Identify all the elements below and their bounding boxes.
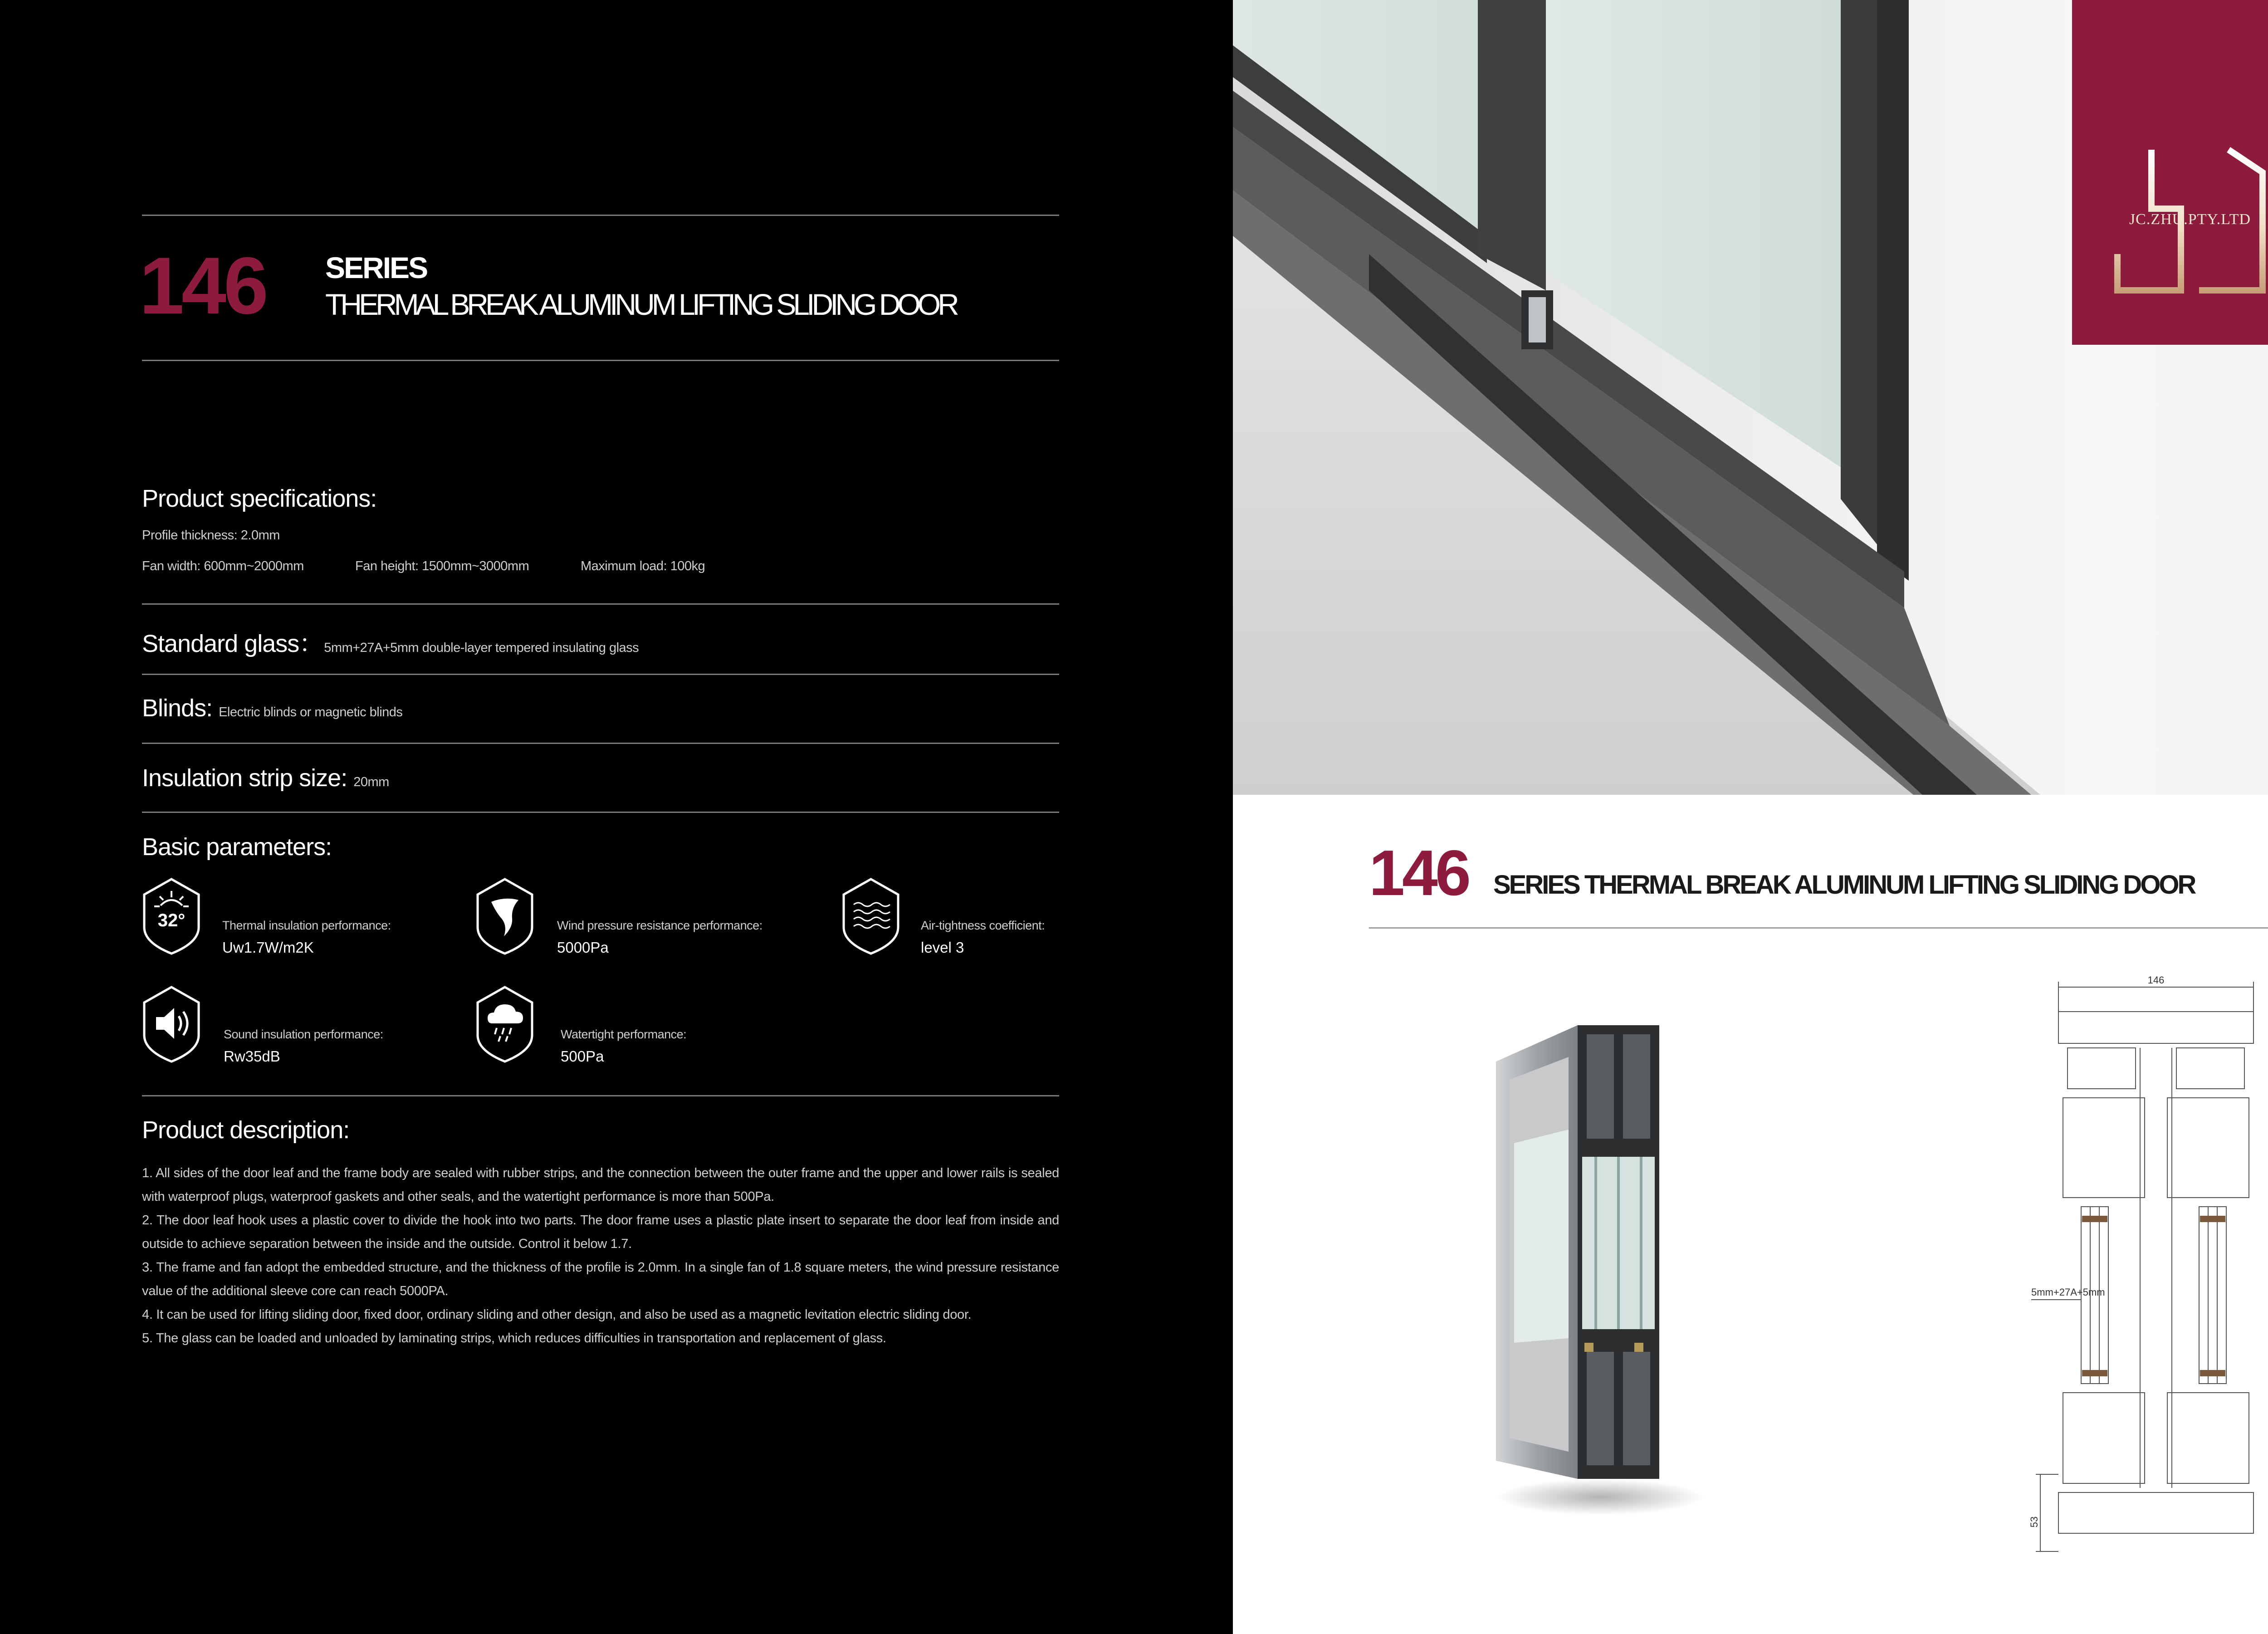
param-value: 5000Pa <box>557 939 609 956</box>
description-item: 2. The door leaf hook uses a plastic cover to divide the hook into two parts. The door frame uses a plastic plate insert to separate the door leaf from inside and outside to achieve separation between the inside and the outside. Control it below 1.7. <box>142 1213 1059 1251</box>
description-body <box>142 1161 1059 1350</box>
divider <box>142 215 1059 216</box>
speaker-sound-icon <box>141 984 202 1064</box>
param-value: 500Pa <box>561 1048 604 1065</box>
standard-glass-row <box>142 624 639 659</box>
dim-glass: 5mm+27A+5mm <box>2031 1287 2105 1298</box>
blinds-row <box>142 694 402 722</box>
blinds-label: Blinds: <box>142 695 213 722</box>
insulation-row <box>142 764 389 792</box>
divider <box>142 360 1059 361</box>
rain-cloud-icon <box>474 984 536 1064</box>
jc-logo-icon <box>2072 0 2268 345</box>
spec-fan-height: Fan height: 1500mm~3000mm <box>355 559 529 573</box>
blinds-value: Electric blinds or magnetic blinds <box>219 705 403 719</box>
divider <box>142 743 1059 744</box>
param-thermal <box>222 919 391 956</box>
params-heading: Basic parameters: <box>142 833 332 861</box>
divider <box>142 674 1059 675</box>
series-number: 146 <box>139 240 266 331</box>
param-label: Watertight performance: <box>561 1027 687 1041</box>
param-value: Rw35dB <box>224 1048 280 1065</box>
description-item: 3. The frame and fan adopt the embedded structure, and the thickness of the profile is 2.0mm. In a single fan of 1.8 square meters, the wind pressure resistance value of the additional sleeve core can reach 5000PA. <box>142 1260 1059 1298</box>
param-label: Air-tightness coefficient: <box>921 919 1045 932</box>
standard-glass-label: Standard glass： <box>142 630 323 657</box>
insulation-value: 20mm <box>353 775 389 789</box>
param-label: Thermal insulation performance: <box>222 919 391 932</box>
spec-profile-thickness: Profile thickness: 2.0mm <box>142 528 280 543</box>
technical-drawing <box>2028 971 2268 1561</box>
description-item: 5. The glass can be loaded and unloaded by laminating strips, which reduces difficulties in transportation and replacement of glass. <box>142 1331 886 1345</box>
wind-icon <box>474 876 536 956</box>
spec-fan-width: Fan width: 600mm~2000mm <box>142 559 304 573</box>
param-watertight <box>561 1027 686 1065</box>
spec-max-load: Maximum load: 100kg <box>581 559 705 573</box>
divider <box>142 812 1059 813</box>
param-label: Wind pressure resistance performance: <box>557 919 763 932</box>
standard-glass-value: 5mm+27A+5mm double-layer tempered insulating glass <box>324 641 639 655</box>
divider <box>142 1095 1059 1096</box>
thermal-icon-text: 32° <box>157 910 186 930</box>
insulation-label: Insulation strip size: <box>142 764 347 792</box>
thermometer-sun-icon <box>141 876 202 956</box>
param-label: Sound insulation performance: <box>224 1027 383 1041</box>
param-value: level 3 <box>921 939 964 956</box>
dim-bottom: 53 <box>2028 1516 2040 1528</box>
divider <box>1369 927 2268 929</box>
specs-heading: Product specifications: <box>142 485 377 512</box>
param-wind <box>557 919 763 956</box>
series-subtitle: THERMAL BREAK ALUMINUM LIFTING SLIDING DOOR <box>325 288 956 321</box>
divider <box>142 603 1059 605</box>
right-series-number: 146 <box>1369 837 1468 909</box>
air-wave-icon <box>840 876 902 956</box>
param-value: Uw1.7W/m2K <box>222 939 314 956</box>
right-panel <box>1233 0 2268 1634</box>
param-sound <box>224 1027 383 1065</box>
brand-name: JC.ZHU.PTY.LTD <box>2129 211 2251 228</box>
description-heading: Product description: <box>142 1116 350 1144</box>
series-label: SERIES <box>325 251 427 284</box>
profile-section-render <box>1487 1007 1714 1515</box>
right-series-title: SERIES THERMAL BREAK ALUMINUM LIFTING SLIDING DOOR <box>1493 870 2195 900</box>
brand-logo <box>2072 0 2268 345</box>
description-item: 1. All sides of the door leaf and the frame body are sealed with rubber strips, and the connection between the outer frame and the upper and lower rails is sealed with waterproof plugs, waterproof gaskets and other seals, and the watertight performance is more than 500Pa. <box>142 1166 1059 1204</box>
param-airtight <box>921 919 1045 956</box>
description-item: 4. It can be used for lifting sliding door, fixed door, ordinary sliding and other design, and also be used as a magnetic levitation electric sliding door. <box>142 1307 972 1322</box>
dim-width: 146 <box>2147 974 2165 986</box>
